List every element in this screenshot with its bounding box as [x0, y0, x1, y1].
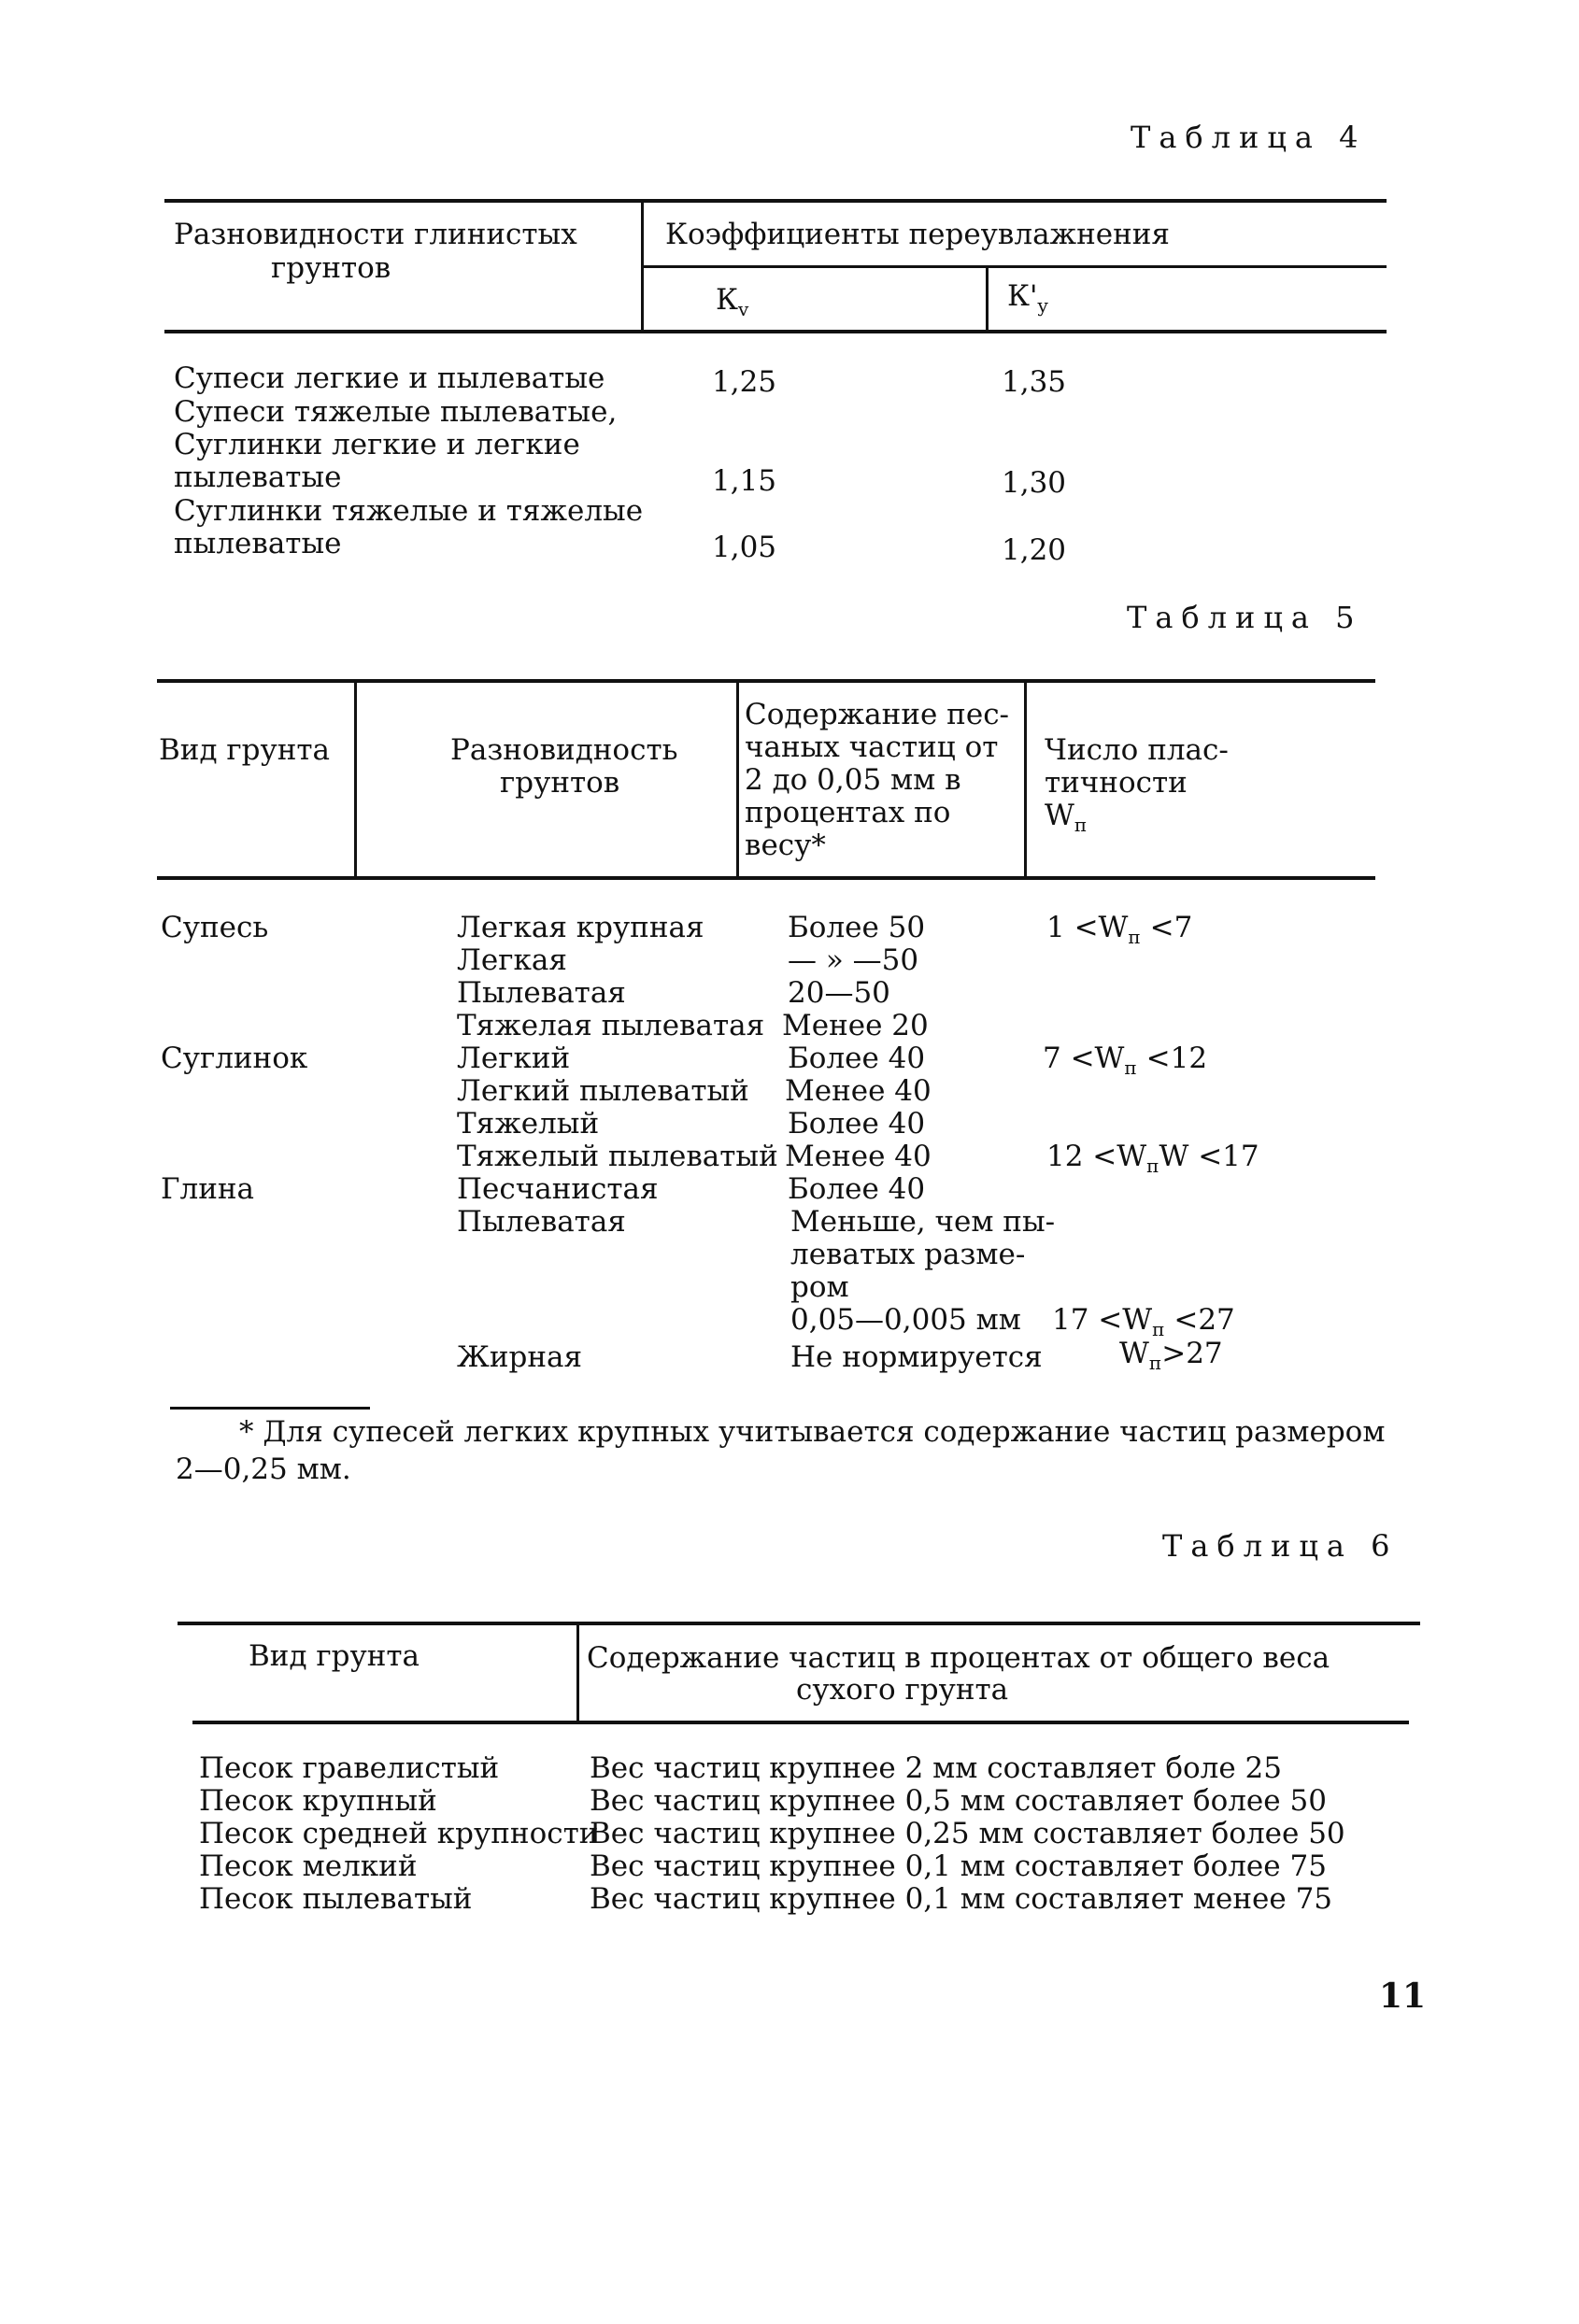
table5-header-col3-line5: весу*: [745, 829, 826, 862]
table6-header-col2-line2: сухого грунта: [796, 1673, 1009, 1707]
table5-group-suglinok: Суглинок: [161, 1042, 308, 1075]
table5-content-6: Менее 40: [785, 1074, 932, 1108]
table5-footnote-line2: 2—0,25 мм.: [176, 1452, 351, 1486]
table5-content-3: 20—50: [788, 976, 890, 1010]
table5-vertical-rule-1: [354, 681, 357, 878]
table5-header-col3-line3: 2 до 0,05 мм в: [745, 763, 961, 797]
table5-header-col3-line2: чаных частиц от: [745, 730, 999, 764]
table4-row1-name: Супеси легкие и пылеватые: [174, 361, 605, 395]
table5-content-11: леватых разме-: [790, 1238, 1026, 1271]
table4-row3-kv: 1,05: [712, 531, 777, 564]
table4-header-bottom-rule: [164, 330, 1387, 333]
table5-header-col4-line2: тичности: [1045, 766, 1188, 800]
table6-row5-desc: Вес частиц крупнее 0,1 мм составляет менее 75: [590, 1882, 1333, 1916]
table5-content-5: Более 40: [788, 1042, 926, 1075]
table4-header-col1-line2: грунтов: [271, 251, 391, 285]
table6-top-rule: [178, 1622, 1420, 1625]
table5-content-13: 0,05—0,005 мм: [790, 1303, 1021, 1337]
table4-header-mid-rule: [641, 265, 1387, 268]
page-number: 11: [1379, 1977, 1427, 2016]
table5-content-1: Более 50: [788, 911, 926, 944]
table6-header-col1: Вид грунта: [249, 1639, 420, 1673]
table6-row4-desc: Вес частиц крупнее 0,1 мм составляет более 75: [590, 1849, 1327, 1883]
table6-header-col2-line1: Содержание частиц в процентах от общего веса: [587, 1641, 1330, 1675]
table5-header-col4-w: $W_п$: [1045, 799, 1088, 837]
table6-row3-name: Песок средней крупности: [199, 1817, 599, 1850]
table4-row1-ky: 1,35: [1002, 365, 1067, 399]
table5-variety-5: Легкий: [457, 1042, 571, 1075]
table4-row2-name-line3: пылеватые: [174, 461, 342, 494]
table5-content-7: Более 40: [788, 1107, 926, 1141]
table5-content-9: Более 40: [788, 1172, 926, 1206]
table6-vertical-rule: [576, 1623, 579, 1722]
footnote-rule: [170, 1407, 370, 1410]
table5-plasticity-5: $W_п>27$: [1119, 1337, 1223, 1375]
table5-caption: Таблица 5: [1127, 600, 1363, 635]
table5-variety-10: Пылеватая: [457, 1205, 626, 1239]
table5-header-col2-line1: Разновидность: [450, 733, 678, 767]
table5-variety-3: Пылеватая: [457, 976, 626, 1010]
table5-vertical-rule-3: [1024, 681, 1027, 878]
table5-variety-4: Тяжелая пылеватая: [457, 1009, 765, 1042]
table6-row2-desc: Вес частиц крупнее 0,5 мм составляет более 50: [590, 1784, 1327, 1818]
table5-vertical-rule-2: [736, 681, 739, 878]
table5-variety-8: Тяжелый пылеватый: [457, 1140, 778, 1173]
table5-variety-9: Песчанистая: [457, 1172, 659, 1206]
table6-row1-desc: Вес частиц крупнее 2 мм составляет боле 25: [590, 1751, 1283, 1785]
table4-row2-name-line1: Супеси тяжелые пылеватые,: [174, 395, 618, 429]
table5-content-10: Меньше, чем пы-: [790, 1205, 1056, 1239]
table4-row3-ky: 1,20: [1002, 533, 1067, 567]
table5-group-supes: Супесь: [161, 911, 269, 944]
table4-row2-ky: 1,30: [1002, 466, 1067, 500]
table5-content-2: — » —50: [788, 943, 919, 977]
table5-header-bottom-rule: [157, 876, 1375, 880]
table5-header-col3-line1: Содержание пес-: [745, 698, 1010, 731]
table6-row2-name: Песок крупный: [199, 1784, 437, 1818]
table4-caption: Таблица 4: [1131, 120, 1367, 155]
table4-top-rule: [164, 199, 1387, 203]
table4-row2-name-line2: Суглинки легкие и легкие: [174, 428, 580, 461]
table4-row3-name-line2: пылеватые: [174, 527, 342, 560]
table6-row5-name: Песок пылеватый: [199, 1882, 473, 1916]
table5-plasticity-3: $12 <W_пW <17$: [1046, 1140, 1259, 1178]
table5-variety-2: Легкая: [457, 943, 567, 977]
table4-header-ky: $К'_y$: [1007, 279, 1048, 318]
table5-plasticity-2: $7 <W_п <12$: [1043, 1042, 1208, 1080]
table4-header-col2: Коэффициенты переувлажнения: [665, 218, 1170, 251]
table5-content-4: Менее 20: [782, 1009, 929, 1042]
table6-row1-name: Песок гравелистый: [199, 1751, 500, 1785]
table5-header-col4-line1: Число плас-: [1045, 733, 1229, 767]
table4-row1-kv: 1,25: [712, 365, 777, 399]
table5-header-col2-line2: грунтов: [500, 766, 620, 800]
table5-content-14: Не нормируется: [790, 1340, 1043, 1374]
table4-vertical-rule-2: [986, 267, 989, 332]
table5-header-col1: Вид грунта: [159, 733, 331, 767]
table6-row4-name: Песок мелкий: [199, 1849, 418, 1883]
table5-content-12: ром: [790, 1270, 849, 1304]
table5-top-rule: [157, 679, 1375, 683]
table5-variety-7: Тяжелый: [457, 1107, 600, 1141]
table5-group-glina: Глина: [161, 1172, 255, 1206]
table5-header-col3-line4: процентах по: [745, 796, 951, 829]
table5-variety-11: Жирная: [457, 1340, 583, 1374]
table4-row3-name-line1: Суглинки тяжелые и тяжелые: [174, 494, 644, 528]
table4-header-kv: $К_v$: [716, 283, 749, 321]
table5-content-8: Менее 40: [785, 1140, 932, 1173]
table5-plasticity-4: $17 <W_п <27$: [1052, 1303, 1235, 1341]
table4-row2-kv: 1,15: [712, 464, 777, 498]
table6-row3-desc: Вес частиц крупнее 0,25 мм составляет более 50: [590, 1817, 1345, 1850]
table5-variety-6: Легкий пылеватый: [457, 1074, 749, 1108]
table6-header-bottom-rule: [192, 1721, 1409, 1724]
table5-plasticity-1: $1 <W_п <7$: [1046, 911, 1193, 949]
table6-caption: Таблица 6: [1162, 1528, 1399, 1564]
table5-footnote-line1: * Для супесей легких крупных учитывается содержание частиц размером: [239, 1415, 1386, 1449]
table4-header-col1-line1: Разновидности глинистых: [174, 218, 577, 251]
table5-variety-1: Легкая крупная: [457, 911, 704, 944]
